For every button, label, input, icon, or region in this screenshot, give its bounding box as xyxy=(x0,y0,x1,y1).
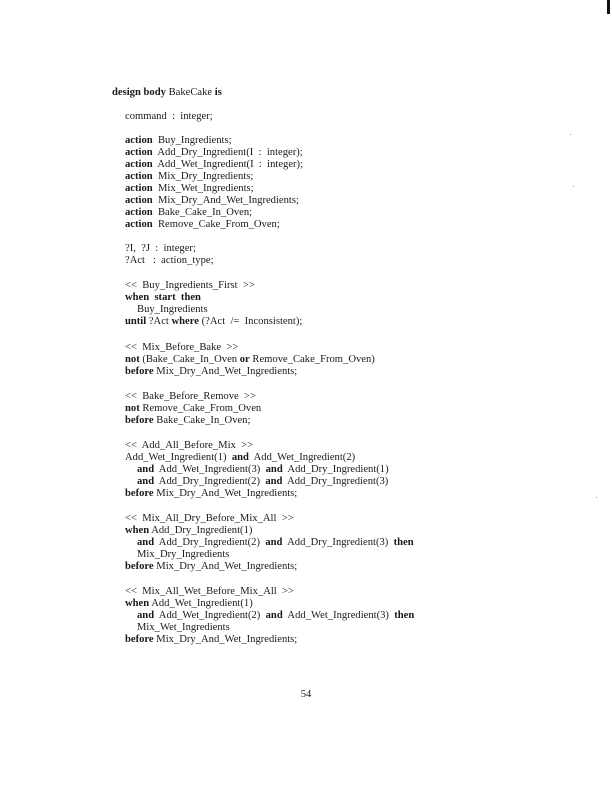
action-declaration: action Buy_Ingredients; xyxy=(125,135,232,146)
action-declaration: action Mix_Dry_And_Wet_Ingredients; xyxy=(125,195,299,206)
rule-line: not (Bake_Cake_In_Oven or Remove_Cake_From_Oven) xyxy=(125,354,375,365)
scan-edge-mark xyxy=(607,0,610,14)
rule-line: before Mix_Dry_And_Wet_Ingredients; xyxy=(125,561,298,572)
action-declaration: action Mix_Wet_Ingredients; xyxy=(125,183,254,194)
rule-line: and Add_Wet_Ingredient(2) and Add_Wet_Ingredient(3) then xyxy=(137,610,415,621)
keyword: is xyxy=(214,87,222,98)
rule-line: before Mix_Dry_And_Wet_Ingredients; xyxy=(125,634,298,645)
rule-line: and Add_Dry_Ingredient(2) and Add_Dry_Ingredient(3) xyxy=(137,476,389,487)
rule-line: Add_Wet_Ingredient(1) and Add_Wet_Ingredient(2) xyxy=(125,452,356,463)
action-declaration: action Bake_Cake_In_Oven; xyxy=(125,207,253,218)
keyword: body xyxy=(143,87,166,98)
rule-line: before Mix_Dry_And_Wet_Ingredients; xyxy=(125,366,298,377)
rule-line: and Add_Dry_Ingredient(2) and Add_Dry_Ingredient(3) then xyxy=(137,537,414,548)
rule-line: until ?Act where (?Act /= Inconsistent); xyxy=(125,316,303,327)
rule-line: when Add_Wet_Ingredient(1) xyxy=(125,598,253,609)
rule-line: not Remove_Cake_From_Oven xyxy=(125,403,262,414)
rule-line: when start then xyxy=(125,292,201,303)
page-number: 54 xyxy=(300,689,312,700)
design-name: BakeCake xyxy=(168,87,213,98)
rule-line: when Add_Dry_Ingredient(1) xyxy=(125,525,253,536)
rule-line: before Mix_Dry_And_Wet_Ingredients; xyxy=(125,488,298,499)
variable-declaration: ?I, ?J : integer; xyxy=(125,243,196,254)
rule-line: Mix_Wet_Ingredients xyxy=(137,622,230,633)
rule-line: and Add_Wet_Ingredient(3) and Add_Dry_Ingredient(1) xyxy=(137,464,389,475)
action-declaration: action Add_Dry_Ingredient(I : integer); xyxy=(125,147,303,158)
rule-title: << Add_All_Before_Mix >> xyxy=(125,440,254,451)
variable-declaration: ?Act : action_type; xyxy=(125,255,214,266)
rule-title: << Buy_Ingredients_First >> xyxy=(125,280,255,291)
design-heading xyxy=(112,87,222,99)
rule-line: Mix_Dry_Ingredients xyxy=(137,549,230,560)
scan-speck xyxy=(570,134,571,135)
rule-title: << Bake_Before_Remove >> xyxy=(125,391,256,402)
command-declaration: command : integer; xyxy=(125,111,213,122)
action-declaration: action Add_Wet_Ingredient(I : integer); xyxy=(125,159,304,170)
rule-title: << Mix_Before_Bake >> xyxy=(125,342,239,353)
rule-title: << Mix_All_Dry_Before_Mix_All >> xyxy=(125,513,294,524)
rule-line: Buy_Ingredients xyxy=(137,304,208,315)
action-declaration: action Remove_Cake_From_Oven; xyxy=(125,219,280,230)
action-declaration: action Mix_Dry_Ingredients; xyxy=(125,171,254,182)
scan-speck xyxy=(573,186,574,187)
keyword: design xyxy=(112,87,141,98)
scan-speck xyxy=(596,497,597,498)
rule-line: before Bake_Cake_In_Oven; xyxy=(125,415,251,426)
rule-title: << Mix_All_Wet_Before_Mix_All >> xyxy=(125,586,294,597)
